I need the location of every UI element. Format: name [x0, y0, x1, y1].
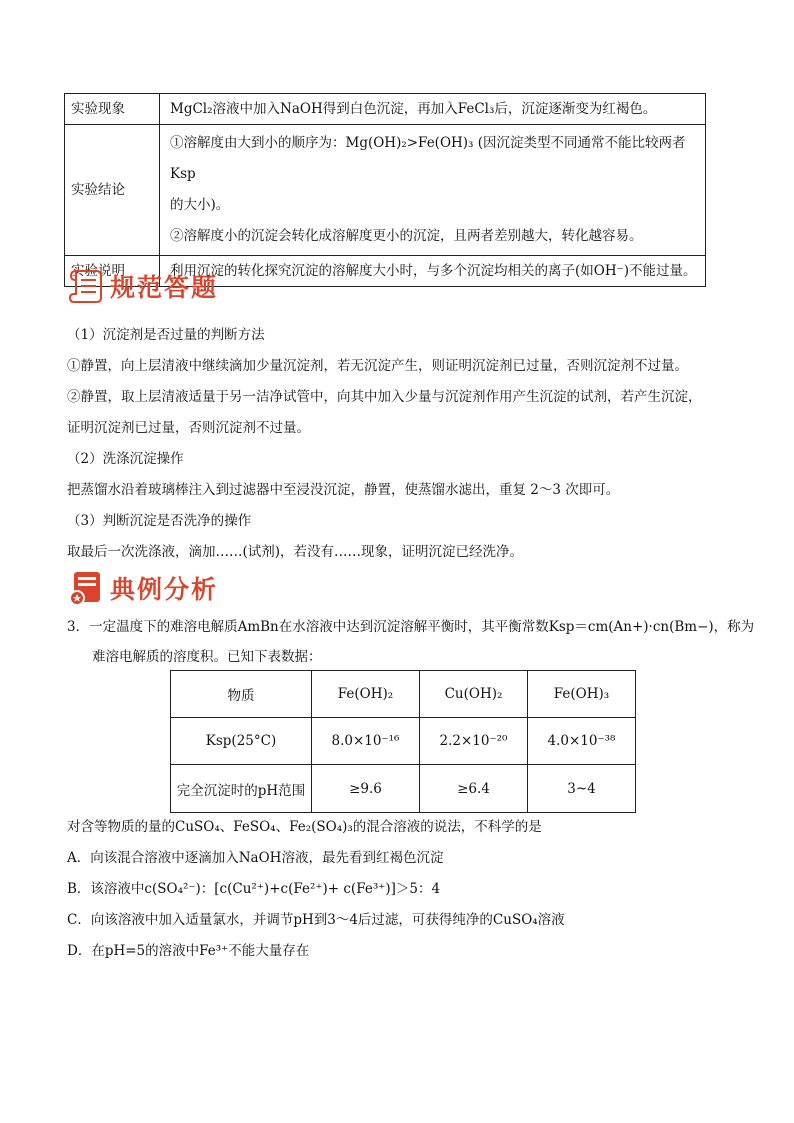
option-b: B．该溶液中c(SO₄²⁻)：[c(Cu²⁺)+c(Fe²⁺)+ c(Fe³⁺)]＞5：4 — [67, 881, 441, 897]
option-d: D．在pH=5的溶液中Fe³⁺不能大量存在 — [67, 943, 310, 959]
question-line: 难溶电解质的溶度积。已知下表数据： — [92, 649, 322, 665]
option-a: A．向该混合溶液中逐滴加入NaOH溶液，最先看到红褐色沉淀 — [67, 850, 444, 866]
header-cell: Fe(OH)₃ — [528, 671, 636, 718]
text-line: （2）洗涤沉淀操作 — [67, 451, 184, 467]
row-value: MgCl₂溶液中加入NaOH得到白色沉淀，再加入FeCl₃后，沉淀逐渐变为红褐色。 — [160, 94, 706, 125]
option-c: C．向该溶液中加入适量氯水，并调节pH到3～4后过滤，可获得纯净的CuSO₄溶液 — [67, 912, 565, 928]
table-cell: Ksp(25°C) — [171, 718, 312, 765]
row-key: 实验说明 — [65, 256, 160, 287]
table-header-row — [171, 671, 636, 718]
section-title: 规范答题 — [110, 273, 219, 302]
conclusion-line: ②溶解度小的沉淀会转化成溶解度更小的沉淀，且两者差别越大，转化越容易。 — [170, 228, 643, 244]
table-cell: ≥9.6 — [312, 765, 420, 813]
text-line: ②静置，取上层清液适量于另一洁净试管中，向其中加入少量与沉淀剂作用产生沉淀的试剂，若产生沉淀， — [67, 389, 702, 405]
table-row — [65, 125, 706, 256]
section-header-example — [68, 568, 218, 608]
experiment-table — [64, 93, 706, 287]
book-icon — [68, 569, 104, 607]
text-line: 证明沉淀剂已过量，否则沉淀剂不过量。 — [67, 420, 310, 436]
header-cell: 物质 — [171, 671, 312, 718]
table-row — [171, 718, 636, 765]
table-cell: 完全沉淀时的pH范围 — [171, 765, 312, 813]
table-row — [171, 765, 636, 813]
table-cell: ≥6.4 — [420, 765, 528, 813]
text-line: （1）沉淀剂是否过量的判断方法 — [67, 327, 265, 343]
conclusion-line: 的大小)。 — [170, 197, 230, 213]
row-key: 实验结论 — [65, 125, 160, 256]
table-cell: 4.0×10⁻³⁸ — [528, 718, 636, 765]
table-cell: 3~4 — [528, 765, 636, 813]
section-title: 典例分析 — [110, 575, 219, 604]
header-cell: Cu(OH)₂ — [420, 671, 528, 718]
question-line: 3．一定温度下的难溶电解质AmBn在水溶液中达到沉淀溶解平衡时，其平衡常数Ksp＝cm(An+)·cn(Bm−)，称为 — [67, 619, 755, 635]
text-line: ①静置，向上层清液中继续滴加少量沉淀剂，若无沉淀产生，则证明沉淀剂已过量，否则沉淀剂不过量。 — [67, 358, 688, 374]
question-stem: 对含等物质的量的CuSO₄、FeSO₄、Fe₂(SO₄)₃的混合溶液的说法，不科学的是 — [67, 819, 542, 835]
conclusion-line: ①溶解度由大到小的顺序为：Mg(OH)₂>Fe(OH)₃ (因沉淀类型不同通常不能比较两者Ksp — [170, 135, 686, 182]
scroll-icon — [68, 267, 104, 305]
section-header-guide — [68, 266, 218, 306]
row-value: 利用沉淀的转化探究沉淀的溶解度大小时，与多个沉淀均相关的离子(如OH⁻)不能过量。 — [160, 256, 706, 287]
table-cell: 8.0×10⁻¹⁶ — [312, 718, 420, 765]
row-key: 实验现象 — [65, 94, 160, 125]
table-cell: 2.2×10⁻²⁰ — [420, 718, 528, 765]
table-row — [65, 94, 706, 125]
row-value — [160, 125, 706, 256]
text-line: 把蒸馏水沿着玻璃棒注入到过滤器中至浸没沉淀，静置，使蒸馏水滤出，重复 2～3 次即可。 — [67, 482, 620, 498]
text-line: 取最后一次洗涤液，滴加……(试剂)，若没有……现象，证明沉淀已经洗净。 — [67, 544, 524, 560]
ksp-table — [170, 670, 636, 813]
header-cell: Fe(OH)₂ — [312, 671, 420, 718]
text-line: （3）判断沉淀是否洗净的操作 — [67, 513, 252, 529]
